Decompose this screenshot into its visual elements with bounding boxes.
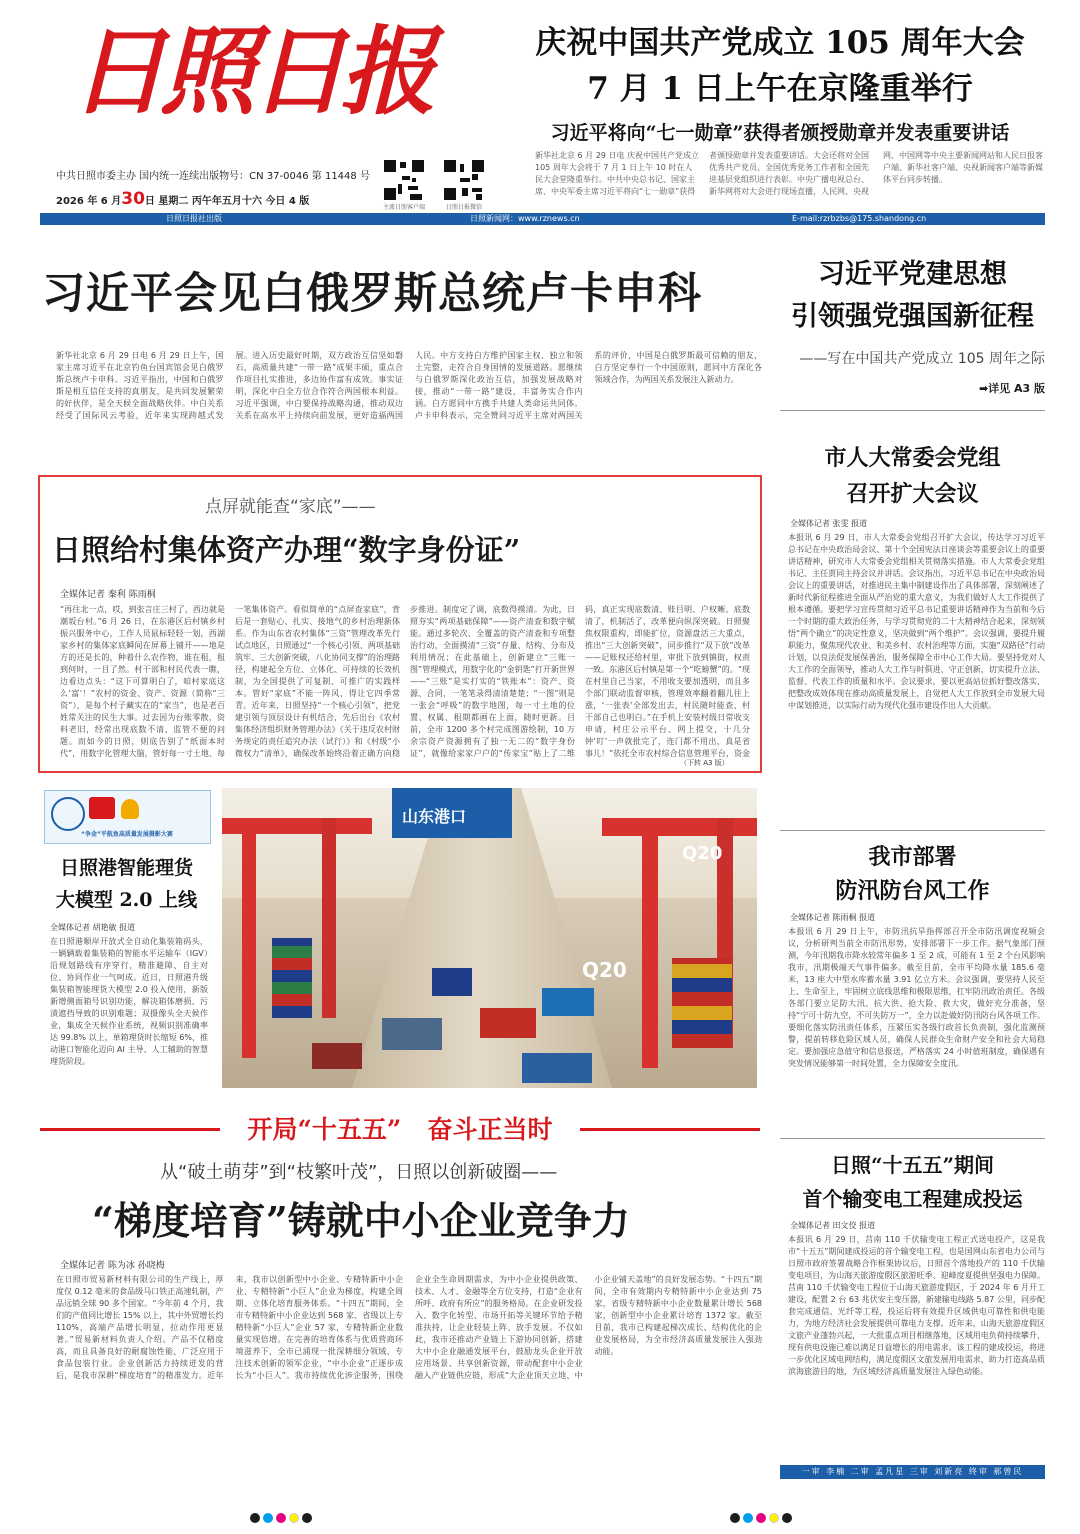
- sidebar-title-line2: 防汛防台风工作: [835, 878, 990, 904]
- bottom-body: 在日照市贸易新材料有限公司的生产线上，厚度仅 0.12 毫米的食品级马口铁正高速轧制，产品远销全球 90 多个国家。“今年前 4 个月，我们的产值同比增长 15% 以上，其中外贸增长约 110%，高端产品增长明显，拉动作用更显著。”贸易新材料负责人介绍。产品不仅精度高，而且具备良好的耐腐蚀性能，广泛应用于食品包装行业。企业创新活力持续迸发的背后，是我市深耕“梯度培育”的精准发力。近年来，我市以创新型中小企业、专精特新中小企业、专精特新“小巨人”企业为梯度，构建全周期、立体化培育服务体系。“十四五”期间，全市专精特新中小企业达到 568 家、省级以上专精特新“小巨人”企业 57 家，专精特新企业数量实现倍增。在完善的培育体系与优质营商环境滋养下，全市已涌现一批深耕细分领域、专注技术创新的领军企业，“中小企业”正逐步成长为“小巨人”。我市持续优化涉企服务，围绕企业全生命周期需求，为中小企业提供政策、技术、人才、金融等全方位支持，打造“企业有所呼、政府有所应”的服务格局。在企业研发投入、数字化转型、市场开拓等关键环节给予精准扶持，让企业轻装上阵、放手发展。不仅如此，我市还推动产业链上下游协同创新，搭建大中小企业融通发展平台，鼓励龙头企业开放应用场景、共享创新资源，带动配套中小企业融入产业链供应链，形成“大企业顶天立地、中小企业铺天盖地”的良好发展态势。“十四五”期间，全市有效期内专精特新中小企业达到 75 家，省级专精特新中小企业数量累计增长 568 家，创新型中小企业累计培育 1372 家。截至目前，我市已构建起梯次成长、结构优化的企业发展格局，为全市经济高质量发展注入强劲动能。: [56, 1275, 762, 1380]
- qr-code-label: 日照日报微信: [445, 204, 482, 211]
- info-bar: [40, 213, 1045, 225]
- port-byline: 全媒体记者 胡艳敏 报道: [50, 923, 136, 932]
- sidebar-flood-control[interactable]: [780, 840, 1045, 908]
- divider: [780, 1138, 1045, 1139]
- sidebar-npc-meeting[interactable]: [780, 440, 1045, 512]
- bottom-byline: 全媒体记者 陈为冰 孙晓梅: [60, 1261, 165, 1271]
- banner-left: 开局“十五五”: [247, 1115, 402, 1144]
- sidebar-title-line2: 引领强党强国新征程: [791, 301, 1034, 332]
- top-story-body: 新华社北京 6 月 29 日电 庆祝中国共产党成立 105 周年大会将于 7 月 1 日上午 10 时在人民大会堂隆重举行。中共中央总书记、国家主席、中央军委主席习近平将向“七一勋章”获得者颁授勋章并发表重要讲话。大会还将对全国优秀共产党员、全国优秀党务工作者和全国先进基层党组织进行表彰。中央广播电视总台、新华网将对大会进行现场直播，人民网、央视网、中国网等中央主要新闻网站和人民日报客户端、新华社客户端、央视新闻客户端等新媒体平台同步转播。: [535, 151, 1043, 196]
- qr-code-app[interactable]: [382, 158, 426, 211]
- lead-headline[interactable]: 习近平会见白俄罗斯总统卢卡申科: [42, 269, 702, 319]
- port-body: 在日照港顺岸开放式全自动化集装箱码头，一辆辆载着集装箱的智能水平运输车（IGV）沿规划路线有序穿行，精准避障、自主对位、协同作业一气呵成。近日，日照港升级集装箱智能理货大模型 2.0 投入使用，新版新增侧面箱号识别功能，解决箱体磨损、污渍遮挡导致的识别难题；双摄像头全天候作业，集成全天候作业系统，视频识别准确率达 99.8% 以上，单箱理货时长缩短 6%，推动港口智能化迈向 AI 主导、人工辅助的智慧理货阶段。: [50, 937, 208, 1066]
- publisher-line: 中共日照市委主办 国内统一连续出版物号：CN 37-0046 第 11448 号: [56, 171, 370, 182]
- qr-code-icon: [442, 158, 486, 202]
- website-link[interactable]: 日照新闻网：www.rznews.cn: [470, 214, 580, 223]
- sidebar-title-line2: 召开扩大会议: [846, 481, 979, 507]
- sidebar-power-project[interactable]: [780, 1148, 1045, 1216]
- sidebar-title-line1: 市人大常委会党组: [824, 445, 1001, 471]
- sidebar-subtitle: ——写在中国共产党成立 105 周年之际: [799, 351, 1045, 367]
- issue-day: 30: [121, 189, 145, 209]
- sidebar-title-line1: 我市部署: [868, 844, 957, 870]
- sidebar-title-line1: 日照“十五五”期间: [830, 1153, 994, 1177]
- port-title-line2: 大模型 2.0 上线: [55, 889, 198, 911]
- campaign-banner: [40, 1112, 760, 1147]
- registration-marks-left: [250, 1508, 315, 1518]
- port-title-line1: 日照港智能理货: [59, 857, 193, 879]
- feature-headline[interactable]: 日照给村集体资产办理“数字身份证”: [52, 533, 521, 567]
- sidebar-body: 本报讯 6 月 29 日上午，市防汛抗旱指挥部召开全市防汛调度视频会议，分析研判当前全市防汛形势，安排部署下一步工作。据气象部门预测，今年汛期我市降水较常年偏多 1 至 2 成，可能有 1 至 2 个台风影响我市，汛期极端天气事件偏多。截至目前，全市平均降水量 185.6 毫米，13 座大中型水库蓄水量 3.91 亿立方米。会议强调，要坚持人民至上、生命至上，牢固树立底线思维和极限思维，扛牢防汛政治责任。各级各部门要立足防大汛、抗大洪、抢大险、救大灾，做好充分准备，坚持“宁可十防九空，不可失防万一”，全力以赴做好防汛防台风各项工作。要细化落实防汛责任体系，压紧压实各级行政首长负责制，强化监测预警，提前转移危险区域人员，确保人民群众生命财产安全和社会大局稳定。要加强应急值守和信息报送，严格落实 24 小时值班制度，确保遇有突发情况能够第一时间处置，全力保障安全度汛。: [788, 927, 1045, 1068]
- sidebar-byline: 全媒体记者 张雯 报道: [790, 519, 868, 528]
- email-link[interactable]: E-mail:rzrbzbs@175.shandong.cn: [792, 214, 927, 223]
- bottom-kicker: 从“破土萌芽”到“枝繁叶茂”，日照以创新破圈——: [160, 1162, 558, 1183]
- top-story-headline[interactable]: [500, 20, 1060, 148]
- sidebar-title-line2: 首个输变电工程建成投运: [802, 1187, 1023, 1211]
- banner-right: 奋斗正当时: [427, 1115, 553, 1144]
- feature-byline: 全媒体记者 秦利 陈雨桐: [60, 590, 156, 600]
- bottom-headline[interactable]: “梯度培育”铸就中小企业竞争力: [92, 1198, 630, 1243]
- crane-number-lower: Q20: [582, 958, 627, 982]
- sidebar-body: 本报讯 6 月 29 日，莒南 110 千伏输变电工程正式送电投产，这是我市“十五五”期间建成投运的首个输变电工程，也是国网山东省电力公司与日照市政府签署战略合作框架协议后，日照首个落地投产的 110 千伏输变电项目，为山海天旅游度假区旅游旺季、迎峰度夏提供坚强电力保障。莒南 110 千伏输变电工程位于山海天旅游度假区，于 2024 年 6 月开工建设，配置 2 台 63 兆伏安主变压器，新建输电线路 5.87 公里，同步配套完成通信、光纤等工程，投运后将有效提升区域供电可靠性和供电能力，为地方经济社会发展提供可靠电力支撑。近年来，山海天旅游度假区文旅产业蓬勃兴起，一大批重点项目相继落地，区域用电负荷持续攀升，现有供电设施已难以满足日益增长的用电需求。该工程的建成投运，将进一步优化区域电网结构，满足度假区文旅发展用电需求，助力打造高品质滨海旅游目的地，为区域经济高质量发展注入绿色动能。: [788, 1235, 1045, 1376]
- publisher-label: 日照日报社出版: [166, 214, 222, 223]
- qr-code-label: 主流日照客户端: [382, 204, 425, 211]
- sidebar-byline: 全媒体记者 陈雨桐 报道: [790, 913, 876, 922]
- issue-info: [56, 166, 370, 213]
- registration-marks-right: [730, 1508, 795, 1518]
- continue-note: （下转 A3 版）: [680, 759, 729, 767]
- top-story-line2: 7 月 1 日上午在京隆重举行: [587, 71, 973, 107]
- crane-number: Q20: [682, 843, 723, 864]
- sidebar-title-line1: 习近平党建思想: [818, 259, 1007, 290]
- contest-badge: [44, 790, 211, 844]
- lantern-icon: [89, 797, 115, 819]
- figure-icon: [121, 799, 139, 819]
- see-more-link[interactable]: ➡详见 A3 版: [978, 382, 1045, 395]
- port-sign-text: 山东港口: [402, 807, 467, 826]
- editor-credits-bar: 一审 李楠 二审 孟凡星 三审 刘新亮 终审 郝曾民: [780, 1465, 1045, 1479]
- top-story-subhead: 习近平将向“七一勋章”获得者颁授勋章并发表重要讲话: [550, 122, 1010, 144]
- sidebar-byline: 全媒体记者 田文佼 报道: [790, 1221, 876, 1230]
- lead-body: 新华社北京 6 月 29 日电 6 月 29 日上午，国家主席习近平在北京钓鱼台国宾馆会见白俄罗斯总统卢卡申科。习近平指出，中国和白俄罗斯是相互信任支持的真朋友，是共同发展繁荣的好伙伴，是全天候全面战略伙伴。中白关系经受了国际风云考验，近年来实现跨越式发展。进入历史最好时期，双方政治互信坚如磐石，高质量共建“一带一路”成果丰硕，重点合作项目扎实推进，多边协作富有成效。事实证明，深化中白全方位合作符合两国根本利益。习近平强调，中白要保持战略沟通，推动双边关系在高水平上持续向前发展，更好造福两国人民。中方支持白方维护国家主权、独立和领土完整，走符合自身国情的发展道路。愿继续与白俄罗斯深化政治互信，加强发展战略对接，推动“一带一路”建设，丰富务实合作内涵。白方愿同中方携手共建人类命运共同体。卢卡申科表示，完全赞同习近平主席对两国关系的评价，中国是白俄罗斯最可信赖的朋友，白方坚定奉行一个中国原则，愿同中方深化各领域合作，为两国关系发展注入新动力。: [56, 351, 762, 420]
- divider: [780, 410, 1045, 411]
- contest-badge-label: “争金”平航鱼高质量发展摄影大赛: [81, 831, 173, 838]
- divider: [780, 830, 1045, 831]
- port-story-title[interactable]: [44, 852, 209, 916]
- top-story-line1: 庆祝中国共产党成立 105 周年大会: [535, 25, 1025, 61]
- qr-code-wechat[interactable]: [442, 158, 486, 211]
- sidebar-party-building[interactable]: [780, 254, 1045, 338]
- qr-code-icon: [382, 158, 426, 202]
- camera-icon: [51, 797, 85, 831]
- port-photo: [222, 788, 757, 1088]
- issue-date: 2026 年 6 月30日 星期二 丙午年五月十六 今日 4 版: [56, 189, 310, 209]
- feature-kicker: 点屏就能查“家底”——: [205, 497, 376, 517]
- sidebar-body: 本报讯 6 月 29 日，市人大常委会党组召开扩大会议，传达学习习近平总书记在中央政治局会议、第十个全国宪法日座谈会等重要会议上的重要讲话精神，研究市人大常委会党组相关贯彻落实措施。市人大常委会党组书记、主任贾同主持会议并讲话。会议指出，习近平总书记在中央政治局会议上的重要讲话，对推进民主集中制建设作出了具体部署，深刻阐述了新时代新征程推进全面从严治党的重大意义，为我们做好人大工作提供了根本遵循。要把学习宣传贯彻习近平总书记重要讲话精神作为当前和今后一个时期的重大政治任务，与学习贯彻党的二十大精神结合起来，深刻领悟“两个确立”的决定性意义，坚决做到“两个维护”。会议强调，要提升履职能力，聚焦现代农业、和美乡村、农村治理等方面，实施“双路径”行动计划，以良法促发展保善治，服务保障全市中心工作大局。要坚持党对人大工作的全面领导，推动人大工作与时俱进、守正创新，切实提升立法、监督、代表工作的质量和水平。会议要求，要以更高站位抓好整改落实，把整改成效体现在推动高质量发展上，自觉把人大工作放到全市发展大局中谋划推进，以实际行动为现代化强市建设作出人大贡献。: [788, 533, 1045, 710]
- feature-body: “再往北一点，哎，到张言庄三村了，西边就是潮坂台村。”6 月 26 日，在东港区后村镇乡村振兴服务中心，工作人员鼠标轻轻一划，西湖家乡村的集体家底瞬间在屏幕上铺开——地是方的还是长的，种着什么农作物，谁在租，租到何时，一目了然。村干部和村民代表一瞧，边看边点头：“这下可算明白了，咱村家底这么‘富’！”农村的资金、资产、资源（简称“三资”），是每个村子藏实在的“家当”，也是老百姓常关注的民生大事。过去因为台账零散，资料老旧，经常出现底数不清、监管不便的问题。而如今的日照，则底告别了“纸面本时代”，用数字化管理大脑，管好每一寸土地、每一笔集体资产。看似简单的“点屏查家底”，背后是一套贴心、扎实、接地气的乡村治理新体系。作为山东省农村集体“三资”管理改革先行试点地区，日照通过“一个核心引领、两项基础筑牢、三大创新突破，八化协同支撑”的治理路径，构建起全方位、立体化、可持续的长效机制，为全国提供了可复制、可推广的实践样本。管好“家底”不能一阵风，得让它四季常青。近年来，日照坚持“一个核心引领”，把党建引领与顶层设计有机结合，先后出台《农村集体经济组织财务管理办法》《关于违反农村财务规定的责任追究办法（试行）》和《村级“小微权力”清单》，确保改革始终沿着正确方向稳步推进。制度定了调，底数得摸清。为此，日照夯实“两项基础保障”——资产清查和数字赋能。通过多轮次、全覆盖的资产清查和专项整治行动，全面摸清“三资”存量、结构、分布及利用情况；在此基础上，创新建立“三账一图”管理模式，用数字化的“金钥匙”打开新世界——“三账”是实打实的“铁账本”：资产、资源、合同，一笔笔录得清清楚楚；“一图”则是一张会“呼吸”的数字地图，每一寸土地的位置、权属、租期都画在上面，随时更新。目前，全市 1200 多个村完成图游绘制，10 万余宗资产资源拥有了独一无二的“数字身份证”，就像给家家户户的“传家宝”贴上了二维码，真正实现底数清、账目明、户权晰。底数清了，机制活了，改革便向纵深突破。日照聚焦权限重构，即能扩位，资源盘活三大重点，推出“三大创新突破”，同步推行“双下放”改革——记账权还给村里，审批下放到镇街，权责一致。东港区后村镇是第一个“吃螃蟹”的。“现在村里自己当家，不用收支要加透明，而且多个部门联动监督审核，管理效率翻着翻儿往上涨，‘一张表’全部发出去，村民随时能查、村干部自己也明白。”在手机上安装村级日常收支申请，村庄公示平台、网上提交，十几分钟‘叮’一声就批完了，连门都不用出，真是省事儿！”依托全市农村综合信息管理平台，资金: [60, 605, 750, 758]
- masthead-title: 日照日报: [70, 15, 430, 128]
